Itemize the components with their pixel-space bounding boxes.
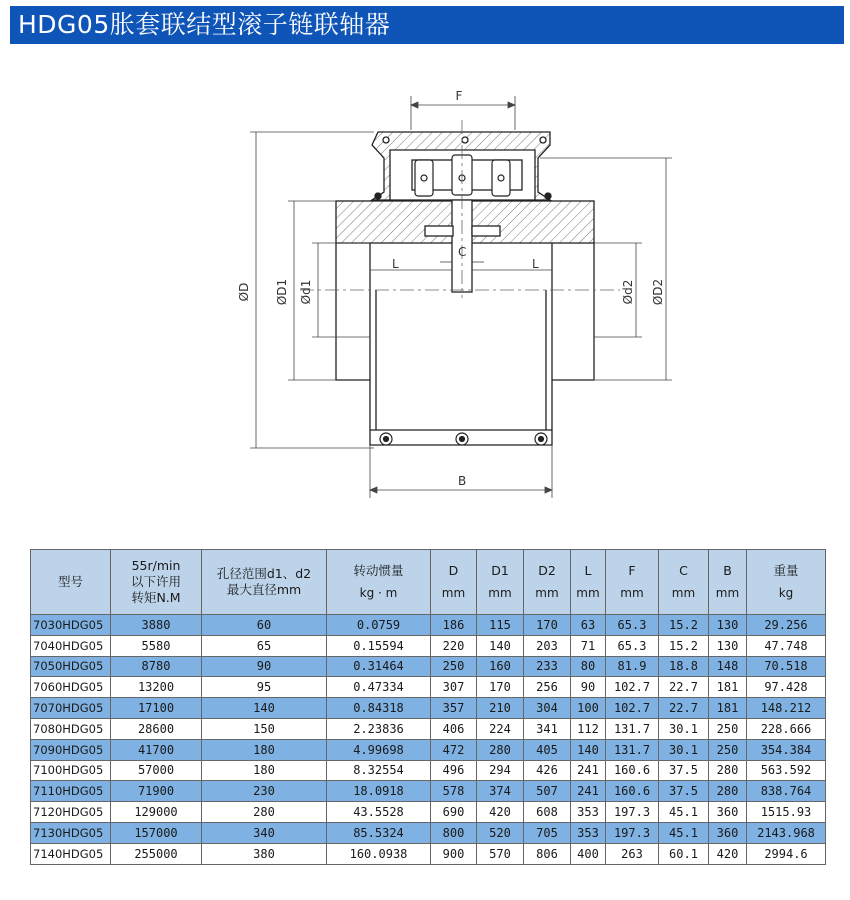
cell-B: 148 bbox=[709, 656, 747, 677]
cell-torque: 129000 bbox=[111, 802, 202, 823]
label-L-right: L bbox=[532, 257, 539, 271]
header-weight-line: kg bbox=[778, 586, 794, 600]
cell-D: 900 bbox=[431, 843, 477, 864]
cell-L: 353 bbox=[571, 802, 606, 823]
table-row bbox=[31, 656, 826, 677]
header-L bbox=[571, 550, 606, 615]
cell-B: 360 bbox=[709, 802, 747, 823]
label-phid2: Ød2 bbox=[621, 279, 635, 305]
label-C: C bbox=[458, 245, 467, 259]
header-F-line: F bbox=[628, 563, 636, 578]
label-L-left: L bbox=[392, 257, 399, 271]
cell-weight: 29.256 bbox=[747, 615, 826, 636]
cell-inertia: 18.0918 bbox=[327, 781, 431, 802]
cell-D1: 520 bbox=[477, 822, 524, 843]
cell-C: 22.7 bbox=[659, 698, 709, 719]
cell-D: 578 bbox=[431, 781, 477, 802]
cell-L: 71 bbox=[571, 635, 606, 656]
header-model-line: 型号 bbox=[57, 574, 83, 589]
cell-B: 420 bbox=[709, 843, 747, 864]
cell-bore: 90 bbox=[202, 656, 327, 677]
table-row bbox=[31, 718, 826, 739]
cell-torque: 5580 bbox=[111, 635, 202, 656]
cell-model: 7100HDG05 bbox=[31, 760, 111, 781]
header-D-line: mm bbox=[441, 586, 466, 600]
cell-torque: 57000 bbox=[111, 760, 202, 781]
cell-torque: 157000 bbox=[111, 822, 202, 843]
header-bore-line: 最大直径mm bbox=[226, 582, 302, 597]
cell-bore: 230 bbox=[202, 781, 327, 802]
cell-inertia: 2.23836 bbox=[327, 718, 431, 739]
cell-D: 250 bbox=[431, 656, 477, 677]
cell-weight: 47.748 bbox=[747, 635, 826, 656]
cell-inertia: 8.32554 bbox=[327, 760, 431, 781]
cell-C: 60.1 bbox=[659, 843, 709, 864]
header-inertia-line: 转动惯量 bbox=[353, 563, 404, 578]
cell-C: 30.1 bbox=[659, 718, 709, 739]
cell-torque: 71900 bbox=[111, 781, 202, 802]
header-weight-line: 重量 bbox=[773, 563, 799, 578]
cell-C: 37.5 bbox=[659, 781, 709, 802]
cell-D2: 341 bbox=[524, 718, 571, 739]
cell-C: 45.1 bbox=[659, 822, 709, 843]
cell-D1: 374 bbox=[477, 781, 524, 802]
cell-D: 220 bbox=[431, 635, 477, 656]
cell-inertia: 43.5528 bbox=[327, 802, 431, 823]
header-inertia bbox=[327, 550, 431, 615]
cell-F: 131.7 bbox=[606, 718, 659, 739]
cell-C: 30.1 bbox=[659, 739, 709, 760]
cell-model: 7040HDG05 bbox=[31, 635, 111, 656]
dimension-right-diameters bbox=[540, 158, 672, 380]
cell-C: 45.1 bbox=[659, 802, 709, 823]
cell-inertia: 0.31464 bbox=[327, 656, 431, 677]
header-D2 bbox=[524, 550, 571, 615]
table-row bbox=[31, 843, 826, 864]
cell-L: 80 bbox=[571, 656, 606, 677]
header-bore-line: 孔径范围d1、d2 bbox=[216, 566, 312, 581]
header-D2-line: D2 bbox=[538, 563, 556, 578]
cell-D2: 170 bbox=[524, 615, 571, 636]
table-row bbox=[31, 760, 826, 781]
cell-D: 472 bbox=[431, 739, 477, 760]
coupling-technical-drawing bbox=[0, 55, 850, 515]
cell-D: 186 bbox=[431, 615, 477, 636]
header-torque-line: 以下许用 bbox=[130, 574, 181, 589]
header-C-line: mm bbox=[671, 586, 696, 600]
header-D-line: D bbox=[448, 563, 459, 578]
cell-model: 7050HDG05 bbox=[31, 656, 111, 677]
cell-D1: 224 bbox=[477, 718, 524, 739]
cell-D2: 806 bbox=[524, 843, 571, 864]
cell-model: 7120HDG05 bbox=[31, 802, 111, 823]
header-model bbox=[31, 550, 111, 615]
cell-model: 7060HDG05 bbox=[31, 677, 111, 698]
cell-inertia: 0.47334 bbox=[327, 677, 431, 698]
header-torque-line: 转矩N.M bbox=[131, 590, 181, 605]
bottom-bolts bbox=[380, 433, 547, 445]
table-row bbox=[31, 698, 826, 719]
table-row bbox=[31, 677, 826, 698]
cell-B: 360 bbox=[709, 822, 747, 843]
cell-D1: 420 bbox=[477, 802, 524, 823]
page-title-bar bbox=[10, 6, 844, 44]
cell-bore: 95 bbox=[202, 677, 327, 698]
cell-B: 181 bbox=[709, 698, 747, 719]
cell-model: 7110HDG05 bbox=[31, 781, 111, 802]
cell-D1: 170 bbox=[477, 677, 524, 698]
cell-torque: 41700 bbox=[111, 739, 202, 760]
cell-L: 241 bbox=[571, 781, 606, 802]
header-D1 bbox=[477, 550, 524, 615]
header-weight bbox=[747, 550, 826, 615]
cell-F: 131.7 bbox=[606, 739, 659, 760]
cell-weight: 148.212 bbox=[747, 698, 826, 719]
page-title: HDG05胀套联结型滚子链联轴器 bbox=[18, 10, 391, 39]
label-phiD: ØD bbox=[237, 282, 251, 302]
cell-torque: 17100 bbox=[111, 698, 202, 719]
cell-weight: 2994.6 bbox=[747, 843, 826, 864]
header-L-line: mm bbox=[576, 586, 600, 600]
cell-B: 130 bbox=[709, 615, 747, 636]
cell-B: 181 bbox=[709, 677, 747, 698]
cell-weight: 70.518 bbox=[747, 656, 826, 677]
cell-B: 280 bbox=[709, 781, 747, 802]
cell-C: 15.2 bbox=[659, 615, 709, 636]
cell-D1: 294 bbox=[477, 760, 524, 781]
header-D bbox=[431, 550, 477, 615]
header-F-line: mm bbox=[620, 586, 644, 600]
cell-weight: 228.666 bbox=[747, 718, 826, 739]
header-C-line: C bbox=[679, 563, 688, 578]
cell-L: 140 bbox=[571, 739, 606, 760]
cell-B: 250 bbox=[709, 718, 747, 739]
header-L-line: L bbox=[584, 563, 592, 578]
cell-D: 496 bbox=[431, 760, 477, 781]
cell-L: 63 bbox=[571, 615, 606, 636]
cell-bore: 150 bbox=[202, 718, 327, 739]
label-phid1: Ød1 bbox=[299, 279, 313, 305]
cell-L: 112 bbox=[571, 718, 606, 739]
label-phiD1: ØD1 bbox=[275, 278, 289, 306]
cell-D1: 570 bbox=[477, 843, 524, 864]
cell-inertia: 0.84318 bbox=[327, 698, 431, 719]
cell-D2: 304 bbox=[524, 698, 571, 719]
cell-L: 90 bbox=[571, 677, 606, 698]
cell-D: 307 bbox=[431, 677, 477, 698]
cell-F: 263 bbox=[606, 843, 659, 864]
cell-bore: 180 bbox=[202, 760, 327, 781]
cell-F: 102.7 bbox=[606, 677, 659, 698]
table-row bbox=[31, 615, 826, 636]
cell-model: 7140HDG05 bbox=[31, 843, 111, 864]
cell-D2: 705 bbox=[524, 822, 571, 843]
cell-D2: 426 bbox=[524, 760, 571, 781]
cell-bore: 280 bbox=[202, 802, 327, 823]
cell-D2: 256 bbox=[524, 677, 571, 698]
cell-torque: 13200 bbox=[111, 677, 202, 698]
cell-F: 197.3 bbox=[606, 802, 659, 823]
cell-B: 250 bbox=[709, 739, 747, 760]
cell-bore: 340 bbox=[202, 822, 327, 843]
cell-F: 65.3 bbox=[606, 615, 659, 636]
cell-D: 690 bbox=[431, 802, 477, 823]
cell-inertia: 0.0759 bbox=[327, 615, 431, 636]
cell-bore: 65 bbox=[202, 635, 327, 656]
cell-L: 241 bbox=[571, 760, 606, 781]
cell-inertia: 4.99698 bbox=[327, 739, 431, 760]
cell-C: 37.5 bbox=[659, 760, 709, 781]
cell-D2: 507 bbox=[524, 781, 571, 802]
cell-bore: 60 bbox=[202, 615, 327, 636]
cell-weight: 563.592 bbox=[747, 760, 826, 781]
header-D1-line: D1 bbox=[491, 563, 509, 578]
cell-model: 7080HDG05 bbox=[31, 718, 111, 739]
table-row bbox=[31, 802, 826, 823]
cell-D1: 140 bbox=[477, 635, 524, 656]
cell-torque: 8780 bbox=[111, 656, 202, 677]
cell-D2: 233 bbox=[524, 656, 571, 677]
cell-D2: 203 bbox=[524, 635, 571, 656]
label-B: B bbox=[458, 474, 467, 488]
header-B-line: B bbox=[723, 563, 732, 578]
cell-B: 280 bbox=[709, 760, 747, 781]
cell-weight: 97.428 bbox=[747, 677, 826, 698]
cell-L: 100 bbox=[571, 698, 606, 719]
label-F: F bbox=[455, 89, 463, 103]
cell-weight: 354.384 bbox=[747, 739, 826, 760]
header-F bbox=[606, 550, 659, 615]
table-body bbox=[31, 615, 826, 865]
header-D2-line: mm bbox=[535, 586, 559, 600]
header-C bbox=[659, 550, 709, 615]
cell-F: 197.3 bbox=[606, 822, 659, 843]
label-phiD2: ØD2 bbox=[651, 278, 665, 306]
cell-F: 160.6 bbox=[606, 760, 659, 781]
header-inertia-line: kg · m bbox=[359, 586, 398, 600]
cell-weight: 838.764 bbox=[747, 781, 826, 802]
cell-L: 400 bbox=[571, 843, 606, 864]
table-header bbox=[31, 550, 826, 615]
cell-model: 7070HDG05 bbox=[31, 698, 111, 719]
cell-D1: 210 bbox=[477, 698, 524, 719]
cell-D2: 405 bbox=[524, 739, 571, 760]
dimension-B bbox=[370, 445, 552, 498]
cell-weight: 1515.93 bbox=[747, 802, 826, 823]
cell-torque: 3880 bbox=[111, 615, 202, 636]
header-torque bbox=[111, 550, 202, 615]
cell-model: 7090HDG05 bbox=[31, 739, 111, 760]
cell-bore: 380 bbox=[202, 843, 327, 864]
cell-inertia: 0.15594 bbox=[327, 635, 431, 656]
cell-F: 160.6 bbox=[606, 781, 659, 802]
header-B bbox=[709, 550, 747, 615]
cell-F: 102.7 bbox=[606, 698, 659, 719]
cell-bore: 140 bbox=[202, 698, 327, 719]
header-torque-line: 55r/min bbox=[131, 558, 181, 573]
cell-L: 353 bbox=[571, 822, 606, 843]
cell-model: 7130HDG05 bbox=[31, 822, 111, 843]
cell-C: 22.7 bbox=[659, 677, 709, 698]
specification-table bbox=[30, 549, 826, 865]
header-D1-line: mm bbox=[488, 586, 512, 600]
cell-D1: 280 bbox=[477, 739, 524, 760]
cell-D2: 608 bbox=[524, 802, 571, 823]
cell-F: 81.9 bbox=[606, 656, 659, 677]
cell-inertia: 85.5324 bbox=[327, 822, 431, 843]
cell-C: 18.8 bbox=[659, 656, 709, 677]
cell-D: 357 bbox=[431, 698, 477, 719]
cell-inertia: 160.0938 bbox=[327, 843, 431, 864]
cell-B: 130 bbox=[709, 635, 747, 656]
chain-rollers bbox=[415, 155, 510, 196]
cell-torque: 28600 bbox=[111, 718, 202, 739]
table-row bbox=[31, 635, 826, 656]
cell-D1: 115 bbox=[477, 615, 524, 636]
cell-bore: 180 bbox=[202, 739, 327, 760]
cell-D1: 160 bbox=[477, 656, 524, 677]
cell-weight: 2143.968 bbox=[747, 822, 826, 843]
cell-D: 406 bbox=[431, 718, 477, 739]
cell-torque: 255000 bbox=[111, 843, 202, 864]
table-row bbox=[31, 739, 826, 760]
dimension-F bbox=[411, 96, 515, 130]
cell-F: 65.3 bbox=[606, 635, 659, 656]
cell-C: 15.2 bbox=[659, 635, 709, 656]
table-row bbox=[31, 781, 826, 802]
table-row bbox=[31, 822, 826, 843]
header-B-line: mm bbox=[715, 586, 740, 600]
cell-D: 800 bbox=[431, 822, 477, 843]
header-bore bbox=[202, 550, 327, 615]
cell-model: 7030HDG05 bbox=[31, 615, 111, 636]
